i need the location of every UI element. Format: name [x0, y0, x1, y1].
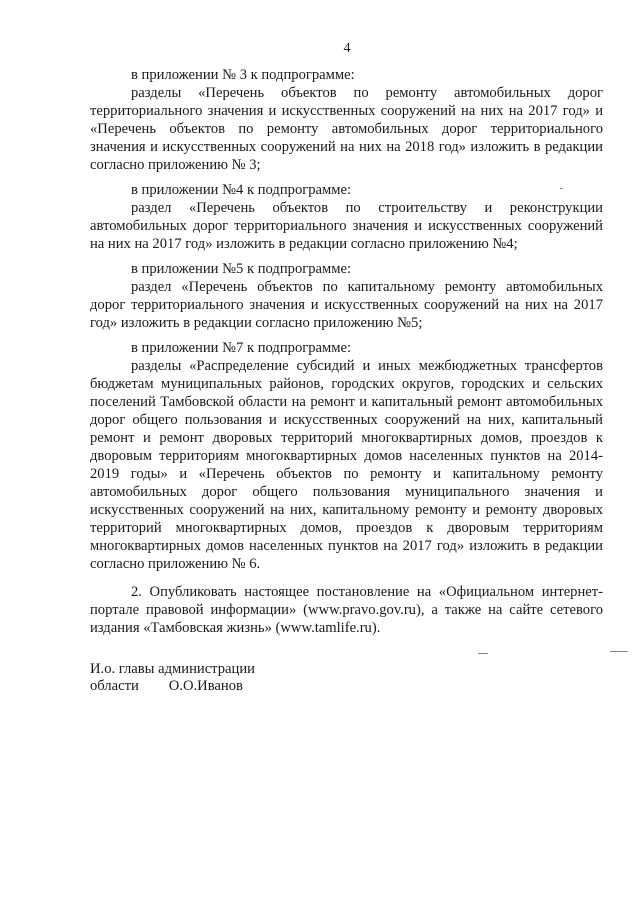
scan-speck [610, 651, 628, 652]
section-text: раздел «Перечень объектов по строительству и реконструкции автомобильных дорог территориального значения и искусственных сооружений на них на 2017 год» изложить в редакции согласно приложению №4; [90, 200, 603, 252]
page-number: 4 [343, 41, 351, 56]
section-appendix-4 [90, 181, 603, 253]
scan-speck [478, 653, 488, 654]
section-appendix-7 [90, 339, 603, 573]
section-text: разделы «Распределение субсидий и иных межбюджетных трансфертов бюджетам муниципальных районов, городских округов, городских и сельских поселений Тамбовской области на ремонт и капитальный ремонт автомобильных дорог общего пользования и искусственных сооружений на них, капитальный ремонт и ремонт дворовых территорий многоквартирных домов, проездов к дворовым территориям многоквартирных домов населенных пунктов на 2014-2019 годы» и «Перечень объектов по ремонту и капитальному ремонту автомобильных дорог общего пользования муниципального значения и искусственных сооружений на них, капитальному ремонту и ремонту дворовых территорий многоквартирных домов, проездов к дворовым территориям многоквартирных домов населенных пунктов на 2017 год» изложить в редакции согласно приложению № 6. [90, 358, 603, 572]
signature-block [90, 661, 255, 695]
section-appendix-5 [90, 260, 603, 332]
section-lead: в приложении №4 к подпрограмме: [131, 182, 352, 198]
section-appendix-3 [90, 66, 603, 174]
section-lead: в приложении № 3 к подпрограмме: [131, 67, 355, 83]
document-body [90, 66, 603, 652]
section-text: раздел «Перечень объектов по капитальному ремонту автомобильных дорог территориального значения и искусственных сооружений на них на 2017 год» изложить в редакции согласно приложению №5; [90, 279, 603, 331]
scan-speck [560, 188, 563, 189]
section-lead: в приложении №7 к подпрограмме: [131, 340, 352, 356]
section-lead: в приложении №5 к подпрограмме: [131, 261, 352, 277]
signature-title: И.о. главы администрации [90, 661, 255, 677]
point-2-paragraph: 2. Опубликовать настоящее постановление на «Официальном интернет-портале правовой информации» (www.pravo.gov.ru), а также на сайте сетевого издания «Тамбовская жизнь» (www.tamlife.ru). [90, 584, 603, 636]
signatory-name: О.О.Иванов [168, 678, 243, 694]
signature-row [90, 678, 255, 695]
section-text: разделы «Перечень объектов по ремонту автомобильных дорог территориального значения и искусственных сооружений на них на 2017 год» и «Перечень объектов по ремонту автомобильных дорог территориального значения и искусственных сооружений на них на 2018 год» изложить в редакции согласно приложению № 3; [90, 85, 603, 173]
signature-region: области [90, 678, 139, 694]
